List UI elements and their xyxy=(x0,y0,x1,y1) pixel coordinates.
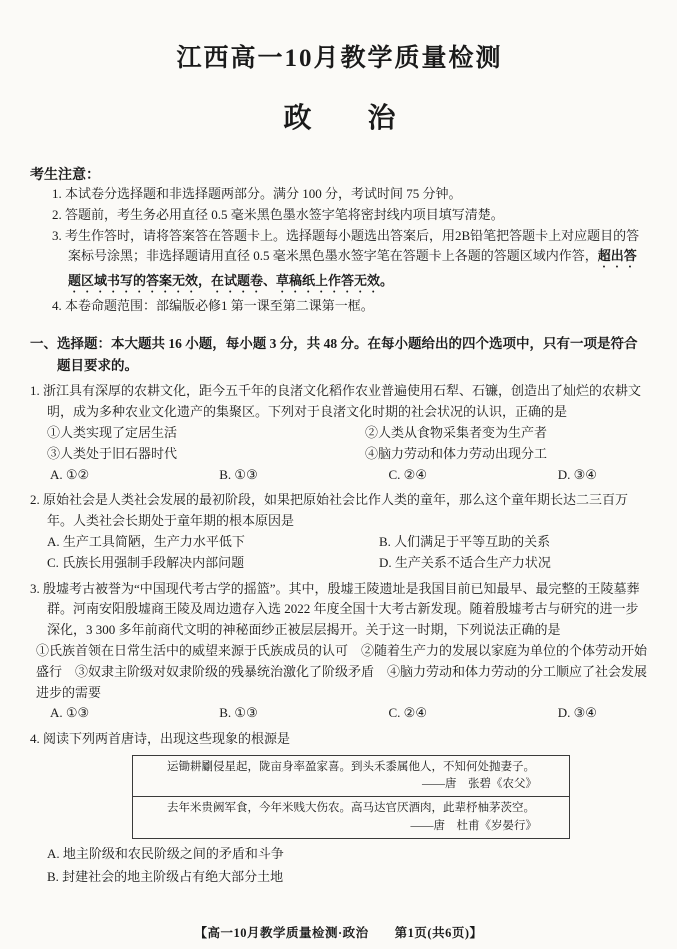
question-1 xyxy=(30,381,649,485)
option-c: C. ②④ xyxy=(388,466,427,482)
question-2 xyxy=(30,490,649,573)
exam-title: 江西高一10月教学质量检测 xyxy=(176,45,503,72)
option-b: B. 人们满足于平等互助的关系 xyxy=(379,533,551,549)
question-3 xyxy=(30,579,649,725)
notice-item-4: 4. 本卷命题范围：部编版必修1 第一课至第二课第一框。 xyxy=(52,298,374,314)
notice-heading: 考生注意： xyxy=(30,168,100,183)
question-4-stem: 4. 阅读下列两首唐诗，出现这些现象的根源是 xyxy=(30,731,291,747)
poem-1-text: 运锄耕劚侵星起，陇亩身率盈家喜。到头禾黍属他人，不知何处抛妻子。 xyxy=(167,760,535,773)
candidate-notice xyxy=(30,164,649,317)
question-3-subitems: ①氏族首领在日常生活中的威望来源于氏族成员的认可 ②随着生产力的发展以家庭为单位的个体劳动开始盛行 ③奴隶主阶级对奴隶阶级的残暴统治激化了阶级矛盾 ④脑力劳动和体力劳动的分工顺应了社会发展进步的需要 xyxy=(36,642,648,700)
poem-box xyxy=(132,755,570,839)
option-b: B. ①③ xyxy=(219,705,258,721)
option-b: B. ①③ xyxy=(219,466,258,482)
question-2-stem: 2. 原始社会是人类社会发展的最初阶段，如果把原始社会比作人类的童年，那么这个童年期长达二三百万年。人类社会长期处于童年期的根本原因是 xyxy=(30,492,629,529)
question-1-subitems xyxy=(30,423,649,465)
notice-item-3-text: 3. 考生作答时，请将答案答在答题卡上。选择题每小题选出答案后，用2B铅笔把答题卡上对应题目的答案标号涂黑；非选择题请用直径 0.5 毫米黑色墨水签字笔在答题卡上各题的答题区域内作答， xyxy=(52,227,640,264)
poem-2 xyxy=(133,796,569,838)
option-a: A. 生产工具简陋，生产力水平低下 xyxy=(47,533,245,549)
subitem-1: ①人类实现了定居生活 xyxy=(47,424,178,440)
notice-item-3-emphasis: 超出答题区域书写的答案无效，在试题卷、草稿纸上作答无效。 xyxy=(68,248,637,289)
notice-item-1: 1. 本试卷分选择题和非选择题两部分。满分 100 分，考试时间 75 分钟。 xyxy=(52,186,462,201)
question-3-stem: 3. 殷墟考古被誉为“中国现代考古学的摇篮”。其中，殷墟王陵遗址是我国目前已知最早、最完整的王陵墓葬群。河南安阳殷墟商王陵及周边遗存入选 2022 年度全国十大考古新发现。随着殷墟考古与研究的进一步深化，3 300 多年前商代文明的神秘面纱正被层层揭开。关于这一时期，下列说法正确的是 xyxy=(30,580,640,638)
question-3-options xyxy=(30,703,649,724)
option-a: A. ①② xyxy=(50,466,90,482)
question-1-options xyxy=(30,465,649,486)
question-1-stem: 1. 浙江具有深厚的农耕文化，距今五千年的良渚文化稻作农业普遍使用石犁、石镰，创造出了灿烂的农耕文明，成为多种农业文化遗产的集聚区。下列对于良渚文化时期的社会状况的认识，正确的是 xyxy=(30,383,642,420)
option-c: C. 氏族长用强制手段解决内部问题 xyxy=(47,554,245,570)
option-a: A. ①③ xyxy=(50,705,90,721)
notice-item-2: 2. 答题前，考生务必用直径 0.5 毫米黑色墨水签字笔将密封线内项目填写清楚。 xyxy=(52,206,504,222)
notice-item-3 xyxy=(30,226,649,297)
option-d: D. ③④ xyxy=(557,466,597,482)
question-4-option-a: A. 地主阶级和农民阶级之间的矛盾和斗争 xyxy=(47,845,284,861)
subject-title: 政 治 xyxy=(283,103,396,134)
poem-1-source: ——唐 张碧《农父》 xyxy=(422,778,537,791)
question-4-option-b: B. 封建社会的地主阶级占有绝大部分土地 xyxy=(47,868,284,884)
option-c: C. ②④ xyxy=(388,705,427,721)
question-4 xyxy=(30,729,649,887)
subitem-3: ③人类处于旧石器时代 xyxy=(47,445,178,461)
option-d: D. ③④ xyxy=(557,705,597,721)
question-2-options xyxy=(30,532,649,574)
option-d: D. 生产关系不适合生产力状况 xyxy=(379,554,551,570)
section-heading: 一、选择题：本大题共 16 小题，每小题 3 分，共 48 分。在每小题给出的四个选项中，只有一项是符合题目要求的。 xyxy=(30,336,638,373)
poem-1 xyxy=(133,756,569,797)
subitem-4: ④脑力劳动和体力劳动出现分工 xyxy=(365,445,548,461)
subitem-2: ②人类从食物采集者变为生产者 xyxy=(365,424,548,440)
poem-2-text: 去年米贵阙军食，今年米贱大伤农。高马达官厌酒肉，此辈杼柚茅茨空。 xyxy=(167,802,535,815)
page-footer: 【高一10月教学质量检测·政治 第1页(共6页)】 xyxy=(194,926,483,940)
poem-2-source: ——唐 杜甫《岁晏行》 xyxy=(410,819,537,832)
